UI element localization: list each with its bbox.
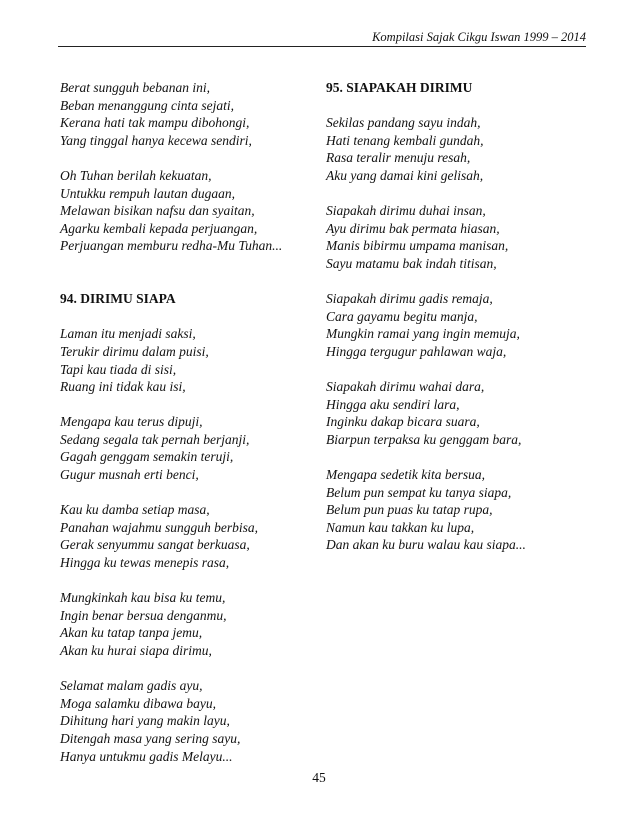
- poem-line: Melawan bisikan nafsu dan syaitan,: [60, 203, 255, 219]
- poem-line: Yang tinggal hanya kecewa sendiri,: [60, 132, 252, 148]
- poem-line: Inginku dakap bicara suara,: [326, 414, 480, 430]
- poem-line: Kerana hati tak mampu dibohongi,: [60, 115, 250, 131]
- poem-line: Sedang segala tak pernah berjanji,: [60, 431, 250, 447]
- poem-line: Mungkinkah kau bisa ku temu,: [60, 590, 226, 606]
- stanza: [60, 677, 322, 765]
- poem-line: Hingga tergugur pahlawan waja,: [326, 343, 507, 359]
- poem-line: Gugur musnah erti benci,: [60, 467, 199, 483]
- poem-line: Dihitung hari yang makin layu,: [60, 713, 230, 729]
- poem-line: Akan ku tatap tanpa jemu,: [60, 625, 203, 641]
- poem-line: Hingga ku tewas menepis rasa,: [60, 555, 230, 571]
- left-column: [60, 79, 322, 765]
- running-header: Kompilasi Sajak Cikgu Iswan 1999 – 2014: [372, 30, 586, 44]
- poem-line: Siapakah dirimu gadis remaja,: [326, 291, 493, 307]
- poem-line: Gagah genggam semakin teruji,: [60, 449, 234, 465]
- poem-line: Biarpun terpaksa ku genggam bara,: [326, 431, 522, 447]
- poem-line: Siapakah dirimu duhai insan,: [326, 203, 486, 219]
- poem-line: Oh Tuhan berilah kekuatan,: [60, 167, 212, 183]
- poem-line: Hati tenang kembali gundah,: [326, 132, 484, 148]
- poem-line: Hanya untukmu gadis Melayu...: [60, 748, 233, 764]
- poem-line: Cara gayamu begitu manja,: [326, 308, 478, 324]
- stanza: [326, 378, 588, 448]
- poem-line: Kau ku damba setiap masa,: [60, 502, 210, 518]
- poem-line: Perjuangan memburu redha-Mu Tuhan...: [60, 238, 283, 254]
- poem-title: 95. SIAPAKAH DIRIMU: [326, 80, 473, 95]
- poem-line: Moga salamku dibawa bayu,: [60, 695, 216, 711]
- poem-line: Mengapa sedetik kita bersua,: [326, 467, 485, 483]
- poem-line: Sayu matamu bak indah titisan,: [326, 255, 497, 271]
- stanza: [326, 290, 588, 360]
- poem-line: Ruang ini tidak kau isi,: [60, 379, 186, 395]
- poem-line: Aku yang damai kini gelisah,: [326, 167, 484, 183]
- page-number: 45: [312, 770, 326, 785]
- stanza: [326, 202, 588, 272]
- poem-line: Manis bibirmu umpama manisan,: [326, 238, 509, 254]
- poem-line: Mungkin ramai yang ingin memuja,: [326, 326, 520, 342]
- poem-title: 94. DIRIMU SIAPA: [60, 291, 176, 307]
- stanza: [60, 589, 322, 659]
- right-column: [326, 79, 588, 554]
- poem-line: Beban menanggung cinta sejati,: [60, 97, 234, 113]
- header-rule: [58, 46, 586, 47]
- poem-line: Belum pun sempat ku tanya siapa,: [326, 484, 512, 500]
- poem-line: Panahan wajahmu sungguh berbisa,: [60, 519, 259, 535]
- poem-line: Tapi kau tiada di sisi,: [60, 361, 177, 377]
- stanza: [60, 325, 322, 395]
- poem-line: Ayu dirimu bak permata hiasan,: [326, 220, 500, 236]
- poem-line: Ditengah masa yang sering sayu,: [60, 730, 241, 746]
- poem-line: Laman itu menjadi saksi,: [60, 326, 196, 342]
- poem-line: Mengapa kau terus dipuji,: [60, 414, 203, 430]
- poem-line: Hingga aku sendiri lara,: [326, 396, 460, 412]
- intro-stanza: [60, 79, 322, 149]
- intro-stanza: [60, 167, 322, 255]
- poem-line: Belum pun puas ku tatap rupa,: [326, 502, 493, 518]
- poem-line: Selamat malam gadis ayu,: [60, 678, 203, 694]
- poem-line: Akan ku hurai siapa dirimu,: [60, 643, 212, 658]
- stanza: [60, 413, 322, 483]
- poem-line: Berat sungguh bebanan ini,: [60, 80, 210, 95]
- poem-line: Sekilas pandang sayu indah,: [326, 115, 481, 131]
- poem-line: Rasa teralir menuju resah,: [326, 150, 471, 166]
- poem-line: Ingin benar bersua denganmu,: [60, 607, 227, 623]
- poem-line: Agarku kembali kepada perjuangan,: [60, 220, 258, 236]
- poem-line: Dan akan ku buru walau kau siapa...: [326, 537, 526, 553]
- poem-line: Untukku rempuh lautan dugaan,: [60, 185, 235, 201]
- stanza: [60, 501, 322, 571]
- poem-line: Terukir dirimu dalam puisi,: [60, 343, 209, 359]
- poem-line: Namun kau takkan ku lupa,: [326, 519, 475, 535]
- stanza: [326, 114, 588, 184]
- poem-line: Gerak senyummu sangat berkuasa,: [60, 537, 250, 553]
- poem-line: Siapakah dirimu wahai dara,: [326, 379, 485, 395]
- stanza: [326, 466, 588, 554]
